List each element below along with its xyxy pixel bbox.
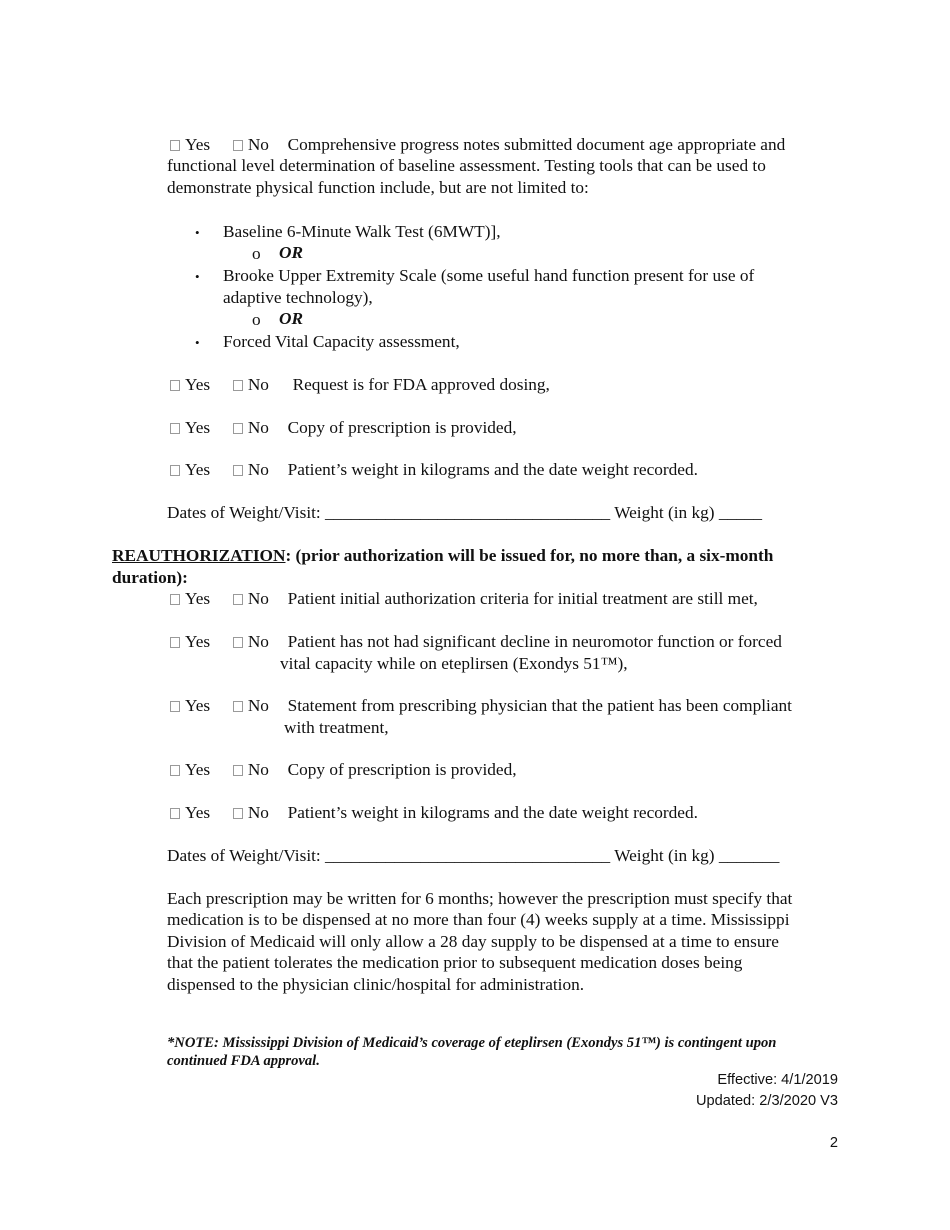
progress-notes-line3: demonstrate physical function include, but are not limited to: [167, 178, 589, 197]
yes-label: Yes [185, 803, 211, 822]
reauth-heading-line2: duration): [112, 568, 188, 587]
bullet-dot: • [195, 335, 200, 350]
paragraph-line: medication is to be dispensed at no more than four (4) weeks supply at a time. Mississippi [167, 910, 790, 929]
paragraph-line: dispensed to the physician clinic/hospital for administration. [167, 975, 585, 994]
reauth-title: REAUTHORIZATION [112, 546, 286, 565]
yes-label: Yes [185, 696, 211, 715]
yes-checkbox[interactable] [170, 140, 180, 151]
no-checkbox[interactable] [233, 465, 243, 476]
or-label: OR [279, 243, 304, 262]
weight-text: Patient’s weight in kilograms and the date weight recorded. [287, 460, 698, 479]
no-checkbox[interactable] [233, 808, 243, 819]
criteria-met-item [170, 588, 758, 610]
reauth-weight-item [170, 802, 698, 824]
reauth-title-rest: : (prior authorization will be issued for, no more than, a six-month [285, 546, 774, 565]
fda-note-line2: continued FDA approval. [167, 1053, 320, 1069]
fda-dosing-text: Request is for FDA approved dosing, [292, 375, 550, 394]
paragraph-line: Each prescription may be written for 6 months; however the prescription must specify that [167, 889, 793, 908]
no-label: No [247, 418, 269, 437]
or-bullet-circle: o [252, 310, 261, 329]
yes-checkbox[interactable] [170, 637, 180, 648]
test-fvc: Forced Vital Capacity assessment, [223, 332, 460, 351]
page-number: 2 [829, 1135, 838, 1151]
no-label: No [247, 632, 269, 651]
or-label: OR [279, 309, 304, 328]
yes-label: Yes [185, 760, 211, 779]
yes-label: Yes [185, 418, 211, 437]
reauth-heading [112, 545, 773, 567]
yes-label: Yes [185, 589, 211, 608]
yes-checkbox[interactable] [170, 594, 180, 605]
no-label: No [247, 460, 269, 479]
no-checkbox[interactable] [233, 140, 243, 151]
reauth-prescription-text: Copy of prescription is provided, [287, 760, 517, 779]
yes-checkbox[interactable] [170, 765, 180, 776]
reauth-prescription-item [170, 759, 517, 781]
no-label: No [247, 803, 269, 822]
yes-label: Yes [185, 632, 211, 651]
no-checkbox[interactable] [233, 637, 243, 648]
dates-weight-field[interactable]: Dates of Weight/Visit: _________________________________ Weight (in kg) _____ [167, 503, 763, 522]
no-label: No [247, 696, 269, 715]
no-label: No [247, 375, 269, 394]
no-checkbox[interactable] [233, 380, 243, 391]
progress-notes-text: Comprehensive progress notes submitted document age appropriate and [287, 135, 786, 154]
yes-checkbox[interactable] [170, 701, 180, 712]
test-6mwt: Baseline 6-Minute Walk Test (6MWT)], [223, 222, 501, 241]
yes-checkbox[interactable] [170, 808, 180, 819]
yes-label: Yes [185, 460, 211, 479]
no-label: No [247, 760, 269, 779]
weight-item [170, 459, 698, 481]
prescription-item [170, 417, 517, 439]
effective-date: Effective: 4/1/2019 [717, 1072, 838, 1088]
no-checkbox[interactable] [233, 423, 243, 434]
paragraph-line: that the patient tolerates the medication prior to subsequent medication doses being [167, 953, 743, 972]
reauth-dates-weight-field[interactable]: Dates of Weight/Visit: _________________________________ Weight (in kg) _______ [167, 846, 780, 865]
progress-notes-item [170, 134, 785, 156]
yes-checkbox[interactable] [170, 423, 180, 434]
prescription-text: Copy of prescription is provided, [287, 418, 517, 437]
fda-note: *NOTE: Mississippi Division of Medicaid’s coverage of eteplirsen (Exondys 51™) is contingent upon [167, 1035, 777, 1051]
test-brooke-line2: adaptive technology), [223, 288, 373, 307]
or-bullet-circle: o [252, 244, 261, 263]
criteria-met-text: Patient initial authorization criteria for initial treatment are still met, [287, 589, 758, 608]
decline-line2: vital capacity while on eteplirsen (Exondys 51™), [280, 654, 628, 673]
yes-checkbox[interactable] [170, 380, 180, 391]
compliant-line2: with treatment, [284, 718, 389, 737]
test-brooke: Brooke Upper Extremity Scale (some useful hand function present for use of [223, 266, 755, 285]
decline-item [170, 631, 782, 653]
no-label: No [247, 135, 269, 154]
compliant-item [170, 695, 792, 717]
no-checkbox[interactable] [233, 594, 243, 605]
no-checkbox[interactable] [233, 765, 243, 776]
fda-dosing-item [170, 374, 550, 396]
bullet-dot: • [195, 269, 200, 284]
paragraph-line: Division of Medicaid will only allow a 28 day supply to be dispensed at a time to ensure [167, 932, 779, 951]
compliant-text: Statement from prescribing physician that the patient has been compliant [287, 696, 792, 715]
yes-label: Yes [185, 375, 211, 394]
progress-notes-line2: functional level determination of baseline assessment. Testing tools that can be used to [167, 156, 766, 175]
no-label: No [247, 589, 269, 608]
updated-date: Updated: 2/3/2020 V3 [696, 1093, 838, 1109]
bullet-dot: • [195, 225, 200, 240]
yes-checkbox[interactable] [170, 465, 180, 476]
decline-text: Patient has not had significant decline in neuromotor function or forced [287, 632, 782, 651]
reauth-weight-text: Patient’s weight in kilograms and the date weight recorded. [287, 803, 698, 822]
yes-label: Yes [185, 135, 211, 154]
no-checkbox[interactable] [233, 701, 243, 712]
